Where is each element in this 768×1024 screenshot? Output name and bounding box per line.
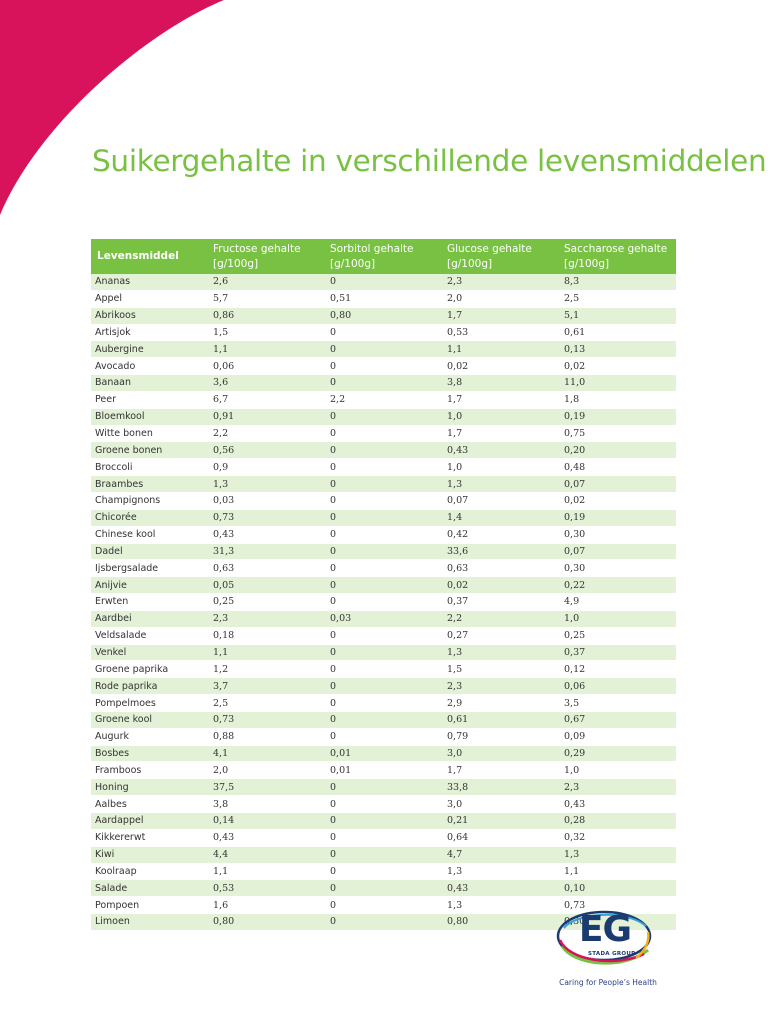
- cell-sorbitol: 0: [324, 796, 441, 813]
- table-row: [91, 610, 676, 627]
- cell-fructose: 2,2: [207, 425, 324, 442]
- cell-glucose: 1,0: [441, 408, 558, 425]
- cell-fructose: 3,8: [207, 796, 324, 813]
- cell-glucose: 2,3: [441, 274, 558, 290]
- cell-saccharose: 3,5: [558, 695, 676, 712]
- cell-food: Peer: [91, 391, 207, 408]
- table-row: [91, 560, 676, 577]
- cell-fructose: 0,86: [207, 307, 324, 324]
- cell-sorbitol: 0: [324, 661, 441, 678]
- cell-sorbitol: 0: [324, 695, 441, 712]
- cell-glucose: 0,80: [441, 914, 558, 931]
- cell-glucose: 0,61: [441, 711, 558, 728]
- cell-fructose: 0,91: [207, 408, 324, 425]
- cell-saccharose: 0,19: [558, 509, 676, 526]
- cell-food: Augurk: [91, 728, 207, 745]
- cell-glucose: 1,7: [441, 307, 558, 324]
- cell-sorbitol: 0: [324, 425, 441, 442]
- cell-food: Kikkererwt: [91, 829, 207, 846]
- cell-glucose: 4,7: [441, 846, 558, 863]
- cell-glucose: 1,7: [441, 425, 558, 442]
- cell-sorbitol: 0: [324, 728, 441, 745]
- cell-food: Chicorée: [91, 509, 207, 526]
- table-row: [91, 408, 676, 425]
- table-row: [91, 779, 676, 796]
- table-row: [91, 492, 676, 509]
- table-row: [91, 290, 676, 307]
- cell-saccharose: 0,30: [558, 560, 676, 577]
- header-glucose-unit: [g/100g]: [447, 257, 493, 270]
- table-row: [91, 796, 676, 813]
- cell-sorbitol: 0: [324, 846, 441, 863]
- magenta-corner-decoration: [0, 0, 240, 230]
- cell-sorbitol: 0: [324, 526, 441, 543]
- cell-food: Rode paprika: [91, 678, 207, 695]
- cell-sorbitol: 0: [324, 711, 441, 728]
- cell-food: Ijsbergsalade: [91, 560, 207, 577]
- cell-fructose: 1,1: [207, 863, 324, 880]
- table-row: [91, 745, 676, 762]
- cell-sorbitol: 0: [324, 779, 441, 796]
- cell-saccharose: 0,19: [558, 408, 676, 425]
- header-saccharose-label: Saccharose gehalte: [564, 242, 668, 255]
- cell-glucose: 1,7: [441, 391, 558, 408]
- cell-food: Abrikoos: [91, 307, 207, 324]
- cell-food: Kiwi: [91, 846, 207, 863]
- cell-food: Broccoli: [91, 459, 207, 476]
- cell-saccharose: 0,10: [558, 880, 676, 897]
- cell-fructose: 0,05: [207, 577, 324, 594]
- cell-sorbitol: 0,80: [324, 307, 441, 324]
- table-row: [91, 509, 676, 526]
- cell-glucose: 2,9: [441, 695, 558, 712]
- cell-fructose: 1,5: [207, 324, 324, 341]
- cell-fructose: 1,1: [207, 644, 324, 661]
- cell-glucose: 2,3: [441, 678, 558, 695]
- cell-sorbitol: 0: [324, 678, 441, 695]
- cell-sorbitol: 0: [324, 577, 441, 594]
- cell-saccharose: 0,37: [558, 644, 676, 661]
- table-row: [91, 829, 676, 846]
- cell-food: Salade: [91, 880, 207, 897]
- cell-glucose: 0,79: [441, 728, 558, 745]
- cell-glucose: 0,37: [441, 594, 558, 611]
- cell-saccharose: 5,1: [558, 307, 676, 324]
- cell-sorbitol: 0: [324, 863, 441, 880]
- table-row: [91, 594, 676, 611]
- cell-saccharose: 0,07: [558, 543, 676, 560]
- table-row: [91, 813, 676, 830]
- cell-saccharose: 1,8: [558, 391, 676, 408]
- cell-saccharose: 2,5: [558, 290, 676, 307]
- cell-saccharose: 11,0: [558, 375, 676, 392]
- cell-fructose: 4,4: [207, 846, 324, 863]
- cell-food: Chinese kool: [91, 526, 207, 543]
- cell-fructose: 5,7: [207, 290, 324, 307]
- cell-saccharose: 4,9: [558, 594, 676, 611]
- table-row: [91, 661, 676, 678]
- page-title: Suikergehalte in verschillende levensmiddelen: [92, 144, 767, 178]
- cell-saccharose: 0,02: [558, 492, 676, 509]
- table-row: [91, 695, 676, 712]
- eg-stada-logo: [548, 906, 668, 996]
- table-row: [91, 341, 676, 358]
- cell-sorbitol: 0: [324, 644, 441, 661]
- table-row: [91, 577, 676, 594]
- cell-food: Pompoen: [91, 897, 207, 914]
- cell-food: Groene bonen: [91, 442, 207, 459]
- cell-fructose: 1,6: [207, 897, 324, 914]
- cell-saccharose: 0,30: [558, 526, 676, 543]
- table-row: [91, 762, 676, 779]
- cell-food: Banaan: [91, 375, 207, 392]
- cell-glucose: 0,02: [441, 358, 558, 375]
- cell-fructose: 0,73: [207, 711, 324, 728]
- cell-food: Champignons: [91, 492, 207, 509]
- table-row: [91, 627, 676, 644]
- cell-sorbitol: 0: [324, 880, 441, 897]
- cell-glucose: 33,6: [441, 543, 558, 560]
- cell-fructose: 0,25: [207, 594, 324, 611]
- table-header-row: [91, 239, 676, 274]
- cell-fructose: 0,03: [207, 492, 324, 509]
- cell-fructose: 0,9: [207, 459, 324, 476]
- cell-fructose: 1,2: [207, 661, 324, 678]
- cell-glucose: 3,0: [441, 745, 558, 762]
- cell-food: Veldsalade: [91, 627, 207, 644]
- sugar-content-table: [91, 239, 676, 931]
- table-row: [91, 375, 676, 392]
- cell-sorbitol: 0: [324, 274, 441, 290]
- cell-saccharose: 0,43: [558, 796, 676, 813]
- cell-glucose: 0,53: [441, 324, 558, 341]
- table-row: [91, 711, 676, 728]
- cell-fructose: 2,0: [207, 762, 324, 779]
- cell-glucose: 2,0: [441, 290, 558, 307]
- table-row: [91, 307, 676, 324]
- header-glucose-label: Glucose gehalte: [447, 242, 532, 255]
- cell-food: Dadel: [91, 543, 207, 560]
- cell-food: Braambes: [91, 476, 207, 493]
- cell-saccharose: 0,13: [558, 341, 676, 358]
- cell-saccharose: 0,12: [558, 661, 676, 678]
- cell-food: Erwten: [91, 594, 207, 611]
- table-row: [91, 846, 676, 863]
- cell-fructose: 0,88: [207, 728, 324, 745]
- cell-sorbitol: 0,01: [324, 745, 441, 762]
- logo-tagline: Caring for People’s Health: [559, 978, 657, 987]
- cell-food: Honing: [91, 779, 207, 796]
- cell-glucose: 0,42: [441, 526, 558, 543]
- cell-food: Pompelmoes: [91, 695, 207, 712]
- cell-glucose: 1,7: [441, 762, 558, 779]
- cell-sorbitol: 0: [324, 341, 441, 358]
- table-row: [91, 543, 676, 560]
- table-body: [91, 274, 676, 930]
- cell-saccharose: 0,02: [558, 358, 676, 375]
- cell-glucose: 0,64: [441, 829, 558, 846]
- cell-food: Ananas: [91, 274, 207, 290]
- cell-fructose: 0,43: [207, 526, 324, 543]
- table-row: [91, 476, 676, 493]
- header-fructose-label: Fructose gehalte: [213, 242, 301, 255]
- cell-sorbitol: 0: [324, 442, 441, 459]
- cell-glucose: 0,63: [441, 560, 558, 577]
- header-fructose-unit: [g/100g]: [213, 257, 259, 270]
- cell-food: Groene kool: [91, 711, 207, 728]
- table-row: [91, 678, 676, 695]
- cell-food: Venkel: [91, 644, 207, 661]
- cell-glucose: 2,2: [441, 610, 558, 627]
- cell-saccharose: 0,48: [558, 459, 676, 476]
- cell-glucose: 0,07: [441, 492, 558, 509]
- cell-sorbitol: 0,51: [324, 290, 441, 307]
- cell-fructose: 4,1: [207, 745, 324, 762]
- table-row: [91, 324, 676, 341]
- cell-sorbitol: 0: [324, 543, 441, 560]
- cell-saccharose: 1,0: [558, 762, 676, 779]
- cell-sorbitol: 0: [324, 560, 441, 577]
- header-food: [91, 239, 207, 274]
- table-row: [91, 526, 676, 543]
- cell-fructose: 3,7: [207, 678, 324, 695]
- cell-sorbitol: 0: [324, 897, 441, 914]
- cell-sorbitol: 0: [324, 813, 441, 830]
- cell-food: Framboos: [91, 762, 207, 779]
- cell-glucose: 1,3: [441, 897, 558, 914]
- cell-food: Aardbei: [91, 610, 207, 627]
- table-row: [91, 358, 676, 375]
- cell-saccharose: 0,07: [558, 476, 676, 493]
- cell-glucose: 1,3: [441, 476, 558, 493]
- table-row: [91, 391, 676, 408]
- cell-fructose: 0,14: [207, 813, 324, 830]
- cell-fructose: 0,06: [207, 358, 324, 375]
- cell-food: Anijvie: [91, 577, 207, 594]
- cell-fructose: 0,80: [207, 914, 324, 931]
- cell-sorbitol: 0: [324, 829, 441, 846]
- cell-glucose: 1,4: [441, 509, 558, 526]
- cell-sorbitol: 0: [324, 459, 441, 476]
- table-row: [91, 728, 676, 745]
- cell-saccharose: 0,29: [558, 745, 676, 762]
- cell-sorbitol: 0: [324, 627, 441, 644]
- cell-glucose: 0,27: [441, 627, 558, 644]
- logo-subtitle: STADA GROUP: [588, 951, 636, 957]
- cell-food: Witte bonen: [91, 425, 207, 442]
- cell-food: Bloemkool: [91, 408, 207, 425]
- cell-sorbitol: 0: [324, 324, 441, 341]
- header-saccharose-unit: [g/100g]: [564, 257, 610, 270]
- cell-glucose: 0,02: [441, 577, 558, 594]
- cell-glucose: 0,21: [441, 813, 558, 830]
- cell-saccharose: 0,73: [558, 897, 676, 914]
- cell-saccharose: 0,32: [558, 829, 676, 846]
- cell-glucose: 3,0: [441, 796, 558, 813]
- header-sorbitol-label: Sorbitol gehalte: [330, 242, 414, 255]
- cell-glucose: 1,5: [441, 661, 558, 678]
- cell-saccharose: 0,67: [558, 711, 676, 728]
- cell-fructose: 3,6: [207, 375, 324, 392]
- cell-sorbitol: 2,2: [324, 391, 441, 408]
- table-row: [91, 644, 676, 661]
- cell-fructose: 1,1: [207, 341, 324, 358]
- cell-saccharose: 1,0: [558, 610, 676, 627]
- cell-fructose: 6,7: [207, 391, 324, 408]
- cell-fructose: 0,18: [207, 627, 324, 644]
- logo-mark-text: EG: [578, 909, 632, 950]
- header-fructose: [207, 239, 324, 274]
- cell-food: Groene paprika: [91, 661, 207, 678]
- cell-fructose: 2,6: [207, 274, 324, 290]
- header-sorbitol-unit: [g/100g]: [330, 257, 376, 270]
- cell-food: Aubergine: [91, 341, 207, 358]
- cell-fructose: 0,43: [207, 829, 324, 846]
- cell-saccharose: 1,3: [558, 846, 676, 863]
- cell-saccharose: 0,61: [558, 324, 676, 341]
- cell-food: Aardappel: [91, 813, 207, 830]
- cell-fructose: 37,5: [207, 779, 324, 796]
- cell-food: Avocado: [91, 358, 207, 375]
- cell-glucose: 1,3: [441, 863, 558, 880]
- cell-food: Artisjok: [91, 324, 207, 341]
- cell-glucose: 33,8: [441, 779, 558, 796]
- cell-fructose: 1,3: [207, 476, 324, 493]
- header-sorbitol: [324, 239, 441, 274]
- cell-fructose: 0,56: [207, 442, 324, 459]
- table-row: [91, 880, 676, 897]
- cell-fructose: 2,5: [207, 695, 324, 712]
- cell-saccharose: 2,3: [558, 779, 676, 796]
- cell-fructose: 0,73: [207, 509, 324, 526]
- cell-food: Koolraap: [91, 863, 207, 880]
- cell-glucose: 0,43: [441, 880, 558, 897]
- cell-sorbitol: 0,01: [324, 762, 441, 779]
- cell-saccharose: 0,28: [558, 813, 676, 830]
- cell-sorbitol: 0: [324, 509, 441, 526]
- cell-glucose: 1,1: [441, 341, 558, 358]
- cell-sorbitol: 0: [324, 492, 441, 509]
- table-row: [91, 863, 676, 880]
- cell-sorbitol: 0: [324, 476, 441, 493]
- cell-saccharose: 0,09: [558, 728, 676, 745]
- cell-saccharose: 0,30: [558, 914, 676, 931]
- header-saccharose: [558, 239, 676, 274]
- cell-glucose: 0,43: [441, 442, 558, 459]
- cell-sorbitol: 0: [324, 358, 441, 375]
- cell-fructose: 31,3: [207, 543, 324, 560]
- cell-food: Aalbes: [91, 796, 207, 813]
- cell-glucose: 1,0: [441, 459, 558, 476]
- cell-fructose: 0,53: [207, 880, 324, 897]
- cell-sorbitol: 0: [324, 594, 441, 611]
- table-row: [91, 442, 676, 459]
- header-food-label: Levensmiddel: [97, 250, 179, 262]
- cell-fructose: 2,3: [207, 610, 324, 627]
- cell-saccharose: 0,22: [558, 577, 676, 594]
- cell-fructose: 0,63: [207, 560, 324, 577]
- cell-glucose: 3,8: [441, 375, 558, 392]
- cell-sorbitol: 0: [324, 375, 441, 392]
- cell-sorbitol: 0: [324, 408, 441, 425]
- cell-food: Limoen: [91, 914, 207, 931]
- cell-saccharose: 0,25: [558, 627, 676, 644]
- cell-food: Appel: [91, 290, 207, 307]
- cell-sorbitol: 0,03: [324, 610, 441, 627]
- header-glucose: [441, 239, 558, 274]
- cell-saccharose: 1,1: [558, 863, 676, 880]
- cell-saccharose: 8,3: [558, 274, 676, 290]
- table-row: [91, 425, 676, 442]
- cell-food: Bosbes: [91, 745, 207, 762]
- cell-saccharose: 0,75: [558, 425, 676, 442]
- table-row: [91, 274, 676, 290]
- cell-saccharose: 0,06: [558, 678, 676, 695]
- cell-saccharose: 0,20: [558, 442, 676, 459]
- table-row: [91, 459, 676, 476]
- cell-sorbitol: 0: [324, 914, 441, 931]
- cell-glucose: 1,3: [441, 644, 558, 661]
